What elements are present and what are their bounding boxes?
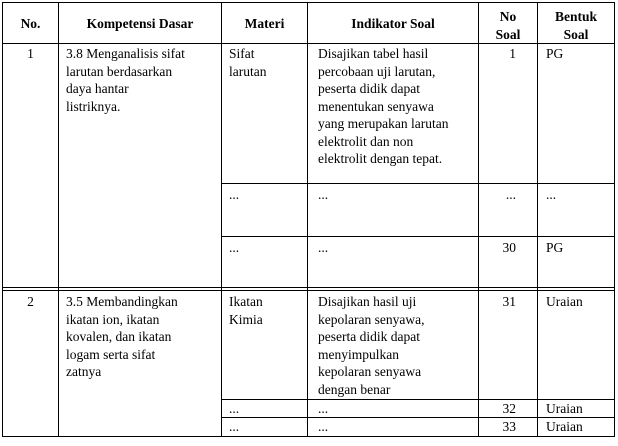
bentuk-soal-value: ... [546, 187, 557, 202]
header-no-soal: No Soal [495, 9, 521, 42]
header-materi: Materi [244, 16, 285, 31]
materi-placeholder: ... [229, 419, 240, 434]
no-soal-value: 31 [502, 294, 516, 309]
materi-text: Ikatan Kimia [229, 294, 263, 327]
column-line [307, 2, 308, 437]
header-bottom-line [2, 43, 614, 44]
table-border-top [2, 2, 614, 3]
kompetensi-dasar-text: 3.5 Membandingkan ikatan ion, ikatan kovalen, dan ikatan logam serta sifat zatnya [66, 294, 178, 379]
no-soal-value: 30 [502, 240, 516, 255]
indikator-placeholder: ... [318, 401, 329, 416]
bentuk-soal-value: Uraian [546, 419, 583, 434]
row-line [221, 183, 614, 184]
table-border-bottom [2, 436, 614, 437]
materi-placeholder: ... [229, 187, 240, 202]
row-line [221, 236, 614, 237]
group-separator-line [2, 287, 614, 288]
table-border-left [2, 2, 3, 437]
column-line [221, 2, 222, 437]
bentuk-soal-value: PG [546, 46, 564, 61]
header-bentuk-soal: Bentuk Soal [554, 9, 598, 42]
indikator-placeholder: ... [318, 187, 329, 202]
no-soal-value: 1 [509, 46, 516, 61]
indikator-placeholder: ... [318, 240, 329, 255]
header-no: No. [20, 16, 41, 31]
bentuk-soal-value: PG [546, 240, 564, 255]
materi-placeholder: ... [229, 401, 240, 416]
bentuk-soal-value: Uraian [546, 294, 583, 309]
kompetensi-dasar-text: 3.8 Menganalisis sifat larutan berdasarkan daya hantar listriknya. [66, 46, 185, 114]
group-separator-line [2, 290, 614, 291]
no-soal-value: 32 [502, 401, 516, 416]
column-line [58, 2, 59, 437]
no-soal-value: 33 [502, 419, 516, 434]
indikator-text: Disajikan tabel hasil percobaan uji larutan, peserta didik dapat menentukan senyawa yang merupakan larutan elektrolit dan non elektrolit dengan tepat. [318, 46, 449, 166]
no-soal-value: ... [505, 187, 516, 202]
column-line [537, 2, 538, 437]
column-line [478, 2, 479, 437]
indikator-text: Disajikan hasil uji kepolaran senyawa, peserta didik dapat menyimpulkan kepolaran senyawa dengan benar [318, 294, 425, 397]
header-kompetensi-dasar: Kompetensi Dasar [86, 16, 194, 31]
bentuk-soal-value: Uraian [546, 401, 583, 416]
row-number: 1 [27, 46, 34, 61]
indikator-placeholder: ... [318, 419, 329, 434]
materi-placeholder: ... [229, 240, 240, 255]
materi-text: Sifat larutan [229, 46, 267, 79]
header-indikator-soal: Indikator Soal [351, 16, 435, 31]
row-number: 2 [27, 294, 34, 309]
table-border-right [614, 2, 615, 437]
